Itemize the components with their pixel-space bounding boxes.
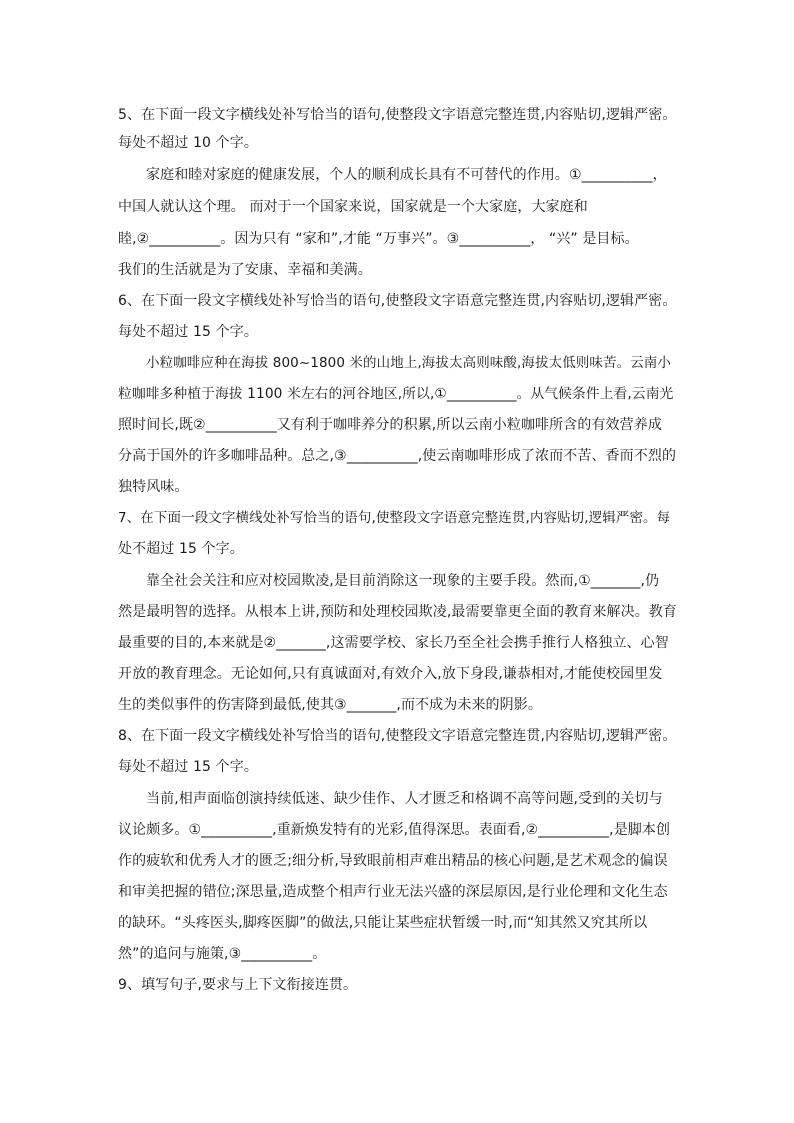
q5-prompt-line-1: 5、在下面一段文字横线处补写恰当的语句,使整段文字语意完整连贯,内容贴切,逻辑严密。 [118, 107, 677, 123]
q5-passage-line-3: 睦,②__________。因为只有 “家和”,才能 “万事兴”。③__________， “兴” 是目标。 [118, 231, 639, 247]
q7-passage-line-3: 最重要的目的,本来就是②_______,这需要学校、家长乃至全社会携手推行人格独立、心智 [118, 635, 669, 651]
q6-passage-line-5: 独特风味。 [118, 479, 189, 495]
q5-passage-line-1: 家庭和睦对家庭的健康发展，个人的顺利成长具有不可替代的作用。①__________， [146, 167, 667, 183]
q7-prompt-line-2: 处不超过 15 个字。 [118, 541, 244, 557]
q7-passage-line-5: 生的类似事件的伤害降到最低,使其③_______,而不成为未来的阴影。 [118, 697, 542, 713]
q7-passage-line-4: 开放的教育理念。无论如何,只有真诚面对,有效介入,放下身段,谦恭相对,才能使校园里发 [118, 666, 663, 682]
q5-prompt-line-2: 每处不超过 10 个字。 [118, 135, 258, 151]
q7-passage-line-1: 靠全社会关注和应对校园欺凌,是目前消除这一现象的主要手段。然而,①_______,仍 [146, 573, 660, 589]
q8-prompt-line-1: 8、在下面一段文字横线处补写恰当的语句,使整段文字语意完整连贯,内容贴切,逻辑严密。 [118, 728, 677, 744]
q5-passage-line-2: 中国人就认这个理。 而对于一个国家来说，国家就是一个大家庭，大家庭和 [118, 199, 588, 215]
q5-passage-line-4: 我们的生活就是为了安康、幸福和美满。 [118, 262, 372, 278]
q6-prompt-line-2: 每处不超过 15 个字。 [118, 324, 258, 340]
q7-passage-line-2: 然是最明智的选择。从根本上讲,预防和处理校园欺凌,最需要靠更全面的教育来解决。教育 [118, 604, 677, 620]
q7-prompt-line-1: 7、在下面一段文字横线处补写恰当的语句,使整段文字语意完整连贯,内容贴切,逻辑严密。每 [118, 510, 671, 526]
q8-passage-line-1: 当前,相声面临创演持续低迷、缺少佳作、人才匮乏和格调不高等问题,受到的关切与 [146, 791, 663, 807]
q6-passage-line-4: 分高于国外的许多咖啡品种。总之,③__________,使云南咖啡形成了浓而不苦、香而不烈的 [118, 448, 677, 464]
q6-passage-line-1: 小粒咖啡应种在海拔 800~1800 米的山地上,海拔太高则味酸,海拔太低则味苦。云南小 [146, 355, 671, 371]
q9-prompt-line-1: 9、填写句子,要求与上下文衔接连贯。 [118, 977, 358, 993]
q8-prompt-line-2: 每处不超过 15 个字。 [118, 759, 258, 775]
q6-passage-line-3: 照时间长,既②__________又有利于咖啡养分的积累,所以云南小粒咖啡所含的有效营养成 [118, 417, 662, 433]
q8-passage-line-4: 和审美把握的错位;深思量,造成整个相声行业无法兴盛的深层原因,是行业伦理和文化生态 [118, 884, 668, 900]
q6-passage-line-2: 粒咖啡多种植于海拔 1100 米左右的河谷地区,所以,①__________。从气候条件上看,云南光 [118, 386, 674, 402]
q6-prompt-line-1: 6、在下面一段文字横线处补写恰当的语句,使整段文字语意完整连贯,内容贴切,逻辑严密。 [118, 293, 677, 309]
q8-passage-line-2: 议论颇多。①__________,重新焕发特有的光彩,值得深思。表面看,②__________,是脚本创 [118, 822, 671, 838]
q8-passage-line-3: 作的疲软和优秀人才的匮乏;细分析,导致眼前相声难出精品的核心问题,是艺术观念的偏误 [118, 853, 668, 869]
q8-passage-line-5: 的缺环。“头疼医头,脚疼医脚”的做法,只能让某些症状暂缓一时,而“知其然又究其所以 [118, 915, 648, 931]
q8-passage-line-6: 然”的追问与施策,③__________。 [118, 946, 327, 962]
